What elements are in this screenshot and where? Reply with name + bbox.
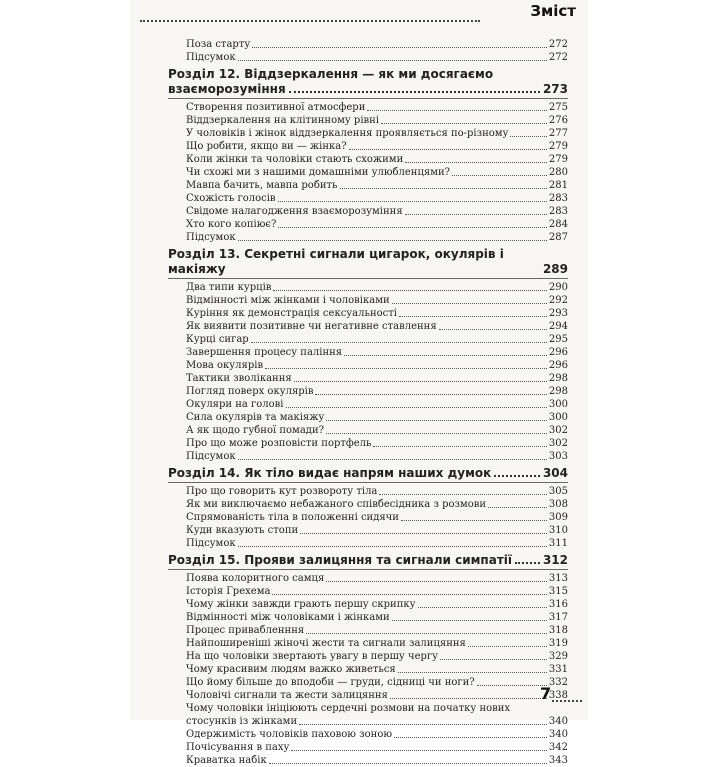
toc-entry [168, 437, 568, 450]
toc-entry-title: Створення позитивної атмосфери [186, 102, 366, 113]
chapter-rule [168, 98, 568, 99]
toc-leader-dots [251, 342, 547, 343]
toc-entry-page: 300 [548, 399, 568, 410]
chapter-title-line: Розділ 14. Як тіло видає напрям наших думок [168, 466, 492, 480]
toc-entry [168, 166, 568, 179]
toc-entry-title: Хто кого копіює? [186, 219, 277, 230]
toc-entry-title: На що чоловіки звертають увагу в першу чергу [186, 651, 439, 662]
toc-leader-dots [488, 507, 547, 508]
toc-entry-title: Віддзеркалення на клітинному рівні [186, 115, 380, 126]
toc-entry-title: Свідоме налагодження взаєморозуміння [186, 206, 403, 217]
toc-entry-page: 294 [548, 321, 568, 332]
toc-entry-title: Схожість голосів [186, 193, 276, 204]
toc-entry-title: Поява колоритного самця [186, 573, 325, 584]
toc-entry-page: 275 [548, 102, 568, 113]
toc-entry-page: 276 [548, 115, 568, 126]
toc-entry [168, 611, 568, 624]
toc-entry-page: 340 [548, 729, 568, 740]
toc-entry-page: 272 [548, 39, 568, 50]
toc-entry-title: Краватка набік [186, 755, 267, 766]
toc-entry-title: Сила окулярів та макіяжу [186, 412, 325, 423]
toc-entry-page: 331 [548, 664, 568, 675]
toc-entry [168, 320, 568, 333]
toc-entry [168, 663, 568, 676]
toc-entry-page: 300 [548, 412, 568, 423]
toc-leader-dots [418, 607, 547, 608]
toc-entry [168, 231, 568, 244]
toc-entry-page: 284 [548, 219, 568, 230]
toc-entry-page: 283 [548, 193, 568, 204]
toc-leader-dots [238, 546, 547, 547]
toc-entry-title: Чому чоловіки ініціюють сердечні розмови на початку нових [186, 703, 511, 714]
toc-entry-page: 342 [548, 742, 568, 753]
toc-entry-page: 281 [548, 180, 568, 191]
toc-entry [168, 754, 568, 767]
toc-entry-title: Чому жінки завжди грають першу скрипку [186, 599, 416, 610]
toc-entry-title: Чи схожі ми з нашими домашніми улюбленцями? [186, 167, 451, 178]
chapter-title-line: Розділ 15. Прояви залицяння та сигнали симпатії [168, 553, 512, 567]
toc-entry-page: 311 [548, 538, 568, 549]
toc-leader-dots [238, 459, 547, 460]
toc-entry-title: Про що може розповісти портфель [186, 438, 372, 449]
toc-entry-title: Курці сигар [186, 334, 249, 345]
toc-entry-page: 302 [548, 425, 568, 436]
toc-entry-title: Два типи курців [186, 282, 272, 293]
toc-entry-title: Чому красивим людям важко живеться [186, 664, 396, 675]
toc-entry-title: Історія Грехема [186, 586, 271, 597]
toc-entry-title: Про що говорить кут розвороту тіла [186, 486, 378, 497]
toc-entry [168, 637, 568, 650]
toc-entry [168, 372, 568, 385]
toc-entry-page: 292 [548, 295, 568, 306]
toc-entry [168, 179, 568, 192]
toc-entry [168, 114, 568, 127]
toc-entry-title: Що робити, якщо ви — жінка? [186, 141, 347, 152]
toc-leader-dots [238, 60, 547, 61]
toc-leader-dots [405, 214, 547, 215]
chapter-title-row [168, 466, 568, 481]
toc-entry-title: Чоловічі сигнали та жести залицяння [186, 690, 388, 701]
toc-entry-page: 295 [548, 334, 568, 345]
toc-entry-title: А як щодо губної помади? [186, 425, 324, 436]
toc-leader-dots [273, 290, 547, 291]
toc-entry-page: 317 [548, 612, 568, 623]
toc-entry [168, 524, 568, 537]
toc-entry-page: 287 [548, 232, 568, 243]
toc-leader-dots [326, 433, 547, 434]
toc-entry-title: Що йому більше до вподоби — груди, сідниці чи ноги? [186, 677, 475, 688]
page-header-title: Зміст [530, 2, 576, 20]
toc-entry-title: Процес привабленння [186, 625, 305, 636]
toc-entry-title: Спрямованість тіла в положенні сидячи [186, 512, 399, 523]
chapter-title-line: Розділ 12. Віддзеркалення — як ми досягаємо [168, 67, 494, 81]
toc-entry-title: Відмінності між жінками і чоловіками [186, 295, 390, 306]
toc-entry [168, 598, 568, 611]
page-number: 7 [540, 684, 552, 703]
toc-entry [168, 689, 568, 702]
toc-leader-dots [379, 494, 547, 495]
toc-leader-dots [515, 562, 540, 564]
toc-leader-dots [340, 188, 547, 189]
toc-leader-dots [440, 659, 547, 660]
toc-entry-page: 308 [548, 499, 568, 510]
toc-leader-dots [468, 646, 547, 647]
toc-entry [168, 127, 568, 140]
toc-entry [168, 153, 568, 166]
toc-chapter [168, 247, 568, 279]
toc-entry [168, 307, 568, 320]
toc-chapter [168, 67, 568, 99]
chapter-page: 273 [542, 82, 568, 96]
toc-entry-page: 280 [548, 167, 568, 178]
header-dotted-rule [140, 20, 480, 22]
toc-entry [168, 498, 568, 511]
toc-leader-dots [494, 475, 540, 477]
toc-leader-dots [398, 672, 547, 673]
toc-entry [168, 398, 568, 411]
toc-entry-title: Тактики зволікання [186, 373, 292, 384]
toc-entry-title: Одержимість чоловіків паховою зоною [186, 729, 393, 740]
toc-entry [168, 205, 568, 218]
toc-entry [168, 537, 568, 550]
toc-entry-title: Мавпа бачить, мавпа робить [186, 180, 338, 191]
toc-entry-title: Як виявити позитивне чи негативне ставлення [186, 321, 437, 332]
toc-leader-dots [373, 446, 546, 447]
toc-entry [168, 51, 568, 64]
toc-leader-dots [390, 698, 547, 699]
toc-leader-dots [381, 123, 547, 124]
toc-entry [168, 359, 568, 372]
toc-entry-page: 313 [548, 573, 568, 584]
toc-entry-page: 319 [548, 638, 568, 649]
toc-entry-title: Підсумок [186, 538, 236, 549]
toc-entry-page: 309 [548, 512, 568, 523]
toc-entry-title: Коли жінки та чоловіки стають схожими [186, 154, 404, 165]
toc-entry [168, 140, 568, 153]
toc-leader-dots [452, 175, 547, 176]
toc-leader-dots [269, 763, 547, 764]
toc-entry-page: 305 [548, 486, 568, 497]
toc-entry-title: Як ми виключаємо небажаного співбесідника з розмови [186, 499, 487, 510]
toc-entry-title: Підсумок [186, 451, 236, 462]
toc-entry-title: Окуляри на голові [186, 399, 284, 410]
toc-entry [168, 585, 568, 598]
chapter-page: 289 [542, 262, 568, 276]
toc-entry [168, 101, 568, 114]
chapter-title-row [168, 553, 568, 568]
toc-leader-dots [401, 520, 547, 521]
toc-entry-page: 290 [548, 282, 568, 293]
toc-leader-dots [238, 240, 547, 241]
toc-entry-continued [168, 715, 568, 728]
toc-leader-dots [278, 201, 547, 202]
toc-entry-page: 329 [548, 651, 568, 662]
toc-leader-dots [265, 368, 547, 369]
toc-entry [168, 411, 568, 424]
toc-entry-page: 293 [548, 308, 568, 319]
toc-entry [168, 424, 568, 437]
toc-leader-dots [392, 303, 547, 304]
toc-leader-dots [326, 581, 547, 582]
toc-entry-page: 310 [548, 525, 568, 536]
toc-entry-title: Куріння як демонстрація сексуальності [186, 308, 397, 319]
toc-entry [168, 728, 568, 741]
toc-leader-dots [367, 110, 547, 111]
toc-chapter [168, 553, 568, 570]
toc-leader-dots [394, 737, 547, 738]
toc-leader-dots [300, 533, 547, 534]
toc-entry [168, 650, 568, 663]
toc-entry [168, 572, 568, 585]
chapter-rule [168, 569, 568, 570]
toc-leader-dots [286, 407, 547, 408]
toc-entry-page: 279 [548, 141, 568, 152]
toc-entry-title: Завершення процесу паління [186, 347, 343, 358]
chapter-page: 304 [542, 466, 568, 480]
toc-leader-dots [299, 724, 547, 725]
toc-leader-dots [272, 594, 546, 595]
toc-entry-title: Підсумок [186, 232, 236, 243]
toc-entry-page: 279 [548, 154, 568, 165]
toc-entry-title: Почісування в паху [186, 742, 290, 753]
toc-leader-dots [510, 136, 546, 137]
chapter-title-line: Розділ 13. Секретні сигнали цигарок, окулярів і макіяжу [168, 247, 504, 276]
toc-leader-dots [477, 685, 547, 686]
toc-entry-page: 272 [548, 52, 568, 63]
toc-entry-page: 283 [548, 206, 568, 217]
toc-leader-dots [278, 227, 547, 228]
toc-entry [168, 294, 568, 307]
toc-entry [168, 511, 568, 524]
book-page [130, 0, 588, 766]
toc-entry-page: 296 [548, 360, 568, 371]
toc-entry-page: 338 [548, 690, 568, 701]
toc-entry-page: 302 [548, 438, 568, 449]
toc-leader-dots [392, 620, 547, 621]
toc-entry [168, 192, 568, 205]
toc-entry-page: 316 [548, 599, 568, 610]
toc-entry [168, 281, 568, 294]
toc-entry-title: Поза старту [186, 39, 251, 50]
toc-entry-page: 340 [548, 716, 568, 727]
toc-entry [168, 485, 568, 498]
toc-entry [168, 38, 568, 51]
toc-entry [168, 218, 568, 231]
toc-entry-page: 277 [548, 128, 568, 139]
toc-entry-title: Підсумок [186, 52, 236, 63]
chapter-rule [168, 482, 568, 483]
toc-entry-page: 318 [548, 625, 568, 636]
toc-leader-dots [289, 91, 540, 93]
toc-entry [168, 624, 568, 637]
toc-entry-page: 298 [548, 373, 568, 384]
toc-entry [168, 702, 568, 715]
toc-leader-dots [344, 355, 547, 356]
chapter-title-row [168, 82, 568, 97]
footer-dotted-rule [552, 700, 582, 702]
toc-leader-dots [349, 149, 547, 150]
chapter-title-line: взаєморозуміння [168, 82, 286, 96]
toc-entry [168, 741, 568, 754]
toc-leader-dots [405, 162, 547, 163]
toc-leader-dots [399, 316, 547, 317]
toc-entry-title: Куди вказують стопи [186, 525, 299, 536]
toc-leader-dots [291, 750, 547, 751]
toc-entry-title: Відмінності між чоловіками і жінками [186, 612, 390, 623]
toc-entry-title: У чоловіків і жінок віддзеркалення проявляється по-різному [186, 128, 509, 139]
toc-entry-page: 298 [548, 386, 568, 397]
toc-entry-title: стосунків із жінками [186, 716, 298, 727]
toc-leader-dots [439, 329, 547, 330]
toc-leader-dots [252, 47, 547, 48]
toc-leader-dots [306, 633, 547, 634]
toc-leader-dots [294, 381, 547, 382]
toc-entry-title: Погляд поверх окулярів [186, 386, 314, 397]
toc-entry [168, 385, 568, 398]
toc-entry-page: 332 [548, 677, 568, 688]
toc-entry [168, 676, 568, 689]
chapter-rule [168, 278, 568, 279]
toc-entry-page: 343 [548, 755, 568, 766]
toc-entry-page: 296 [548, 347, 568, 358]
toc-leader-dots [315, 394, 546, 395]
toc-entry [168, 333, 568, 346]
chapter-title-row [168, 247, 568, 277]
chapter-page: 312 [542, 553, 568, 567]
toc-entry-title: Мова окулярів [186, 360, 264, 371]
table-of-contents [168, 38, 568, 767]
toc-chapter [168, 466, 568, 483]
toc-entry-page: 303 [548, 451, 568, 462]
toc-entry-page: 315 [548, 586, 568, 597]
toc-leader-dots [326, 420, 547, 421]
toc-entry [168, 450, 568, 463]
toc-entry-title: Найпоширеніші жіночі жести та сигнали залицяння [186, 638, 466, 649]
toc-entry [168, 346, 568, 359]
